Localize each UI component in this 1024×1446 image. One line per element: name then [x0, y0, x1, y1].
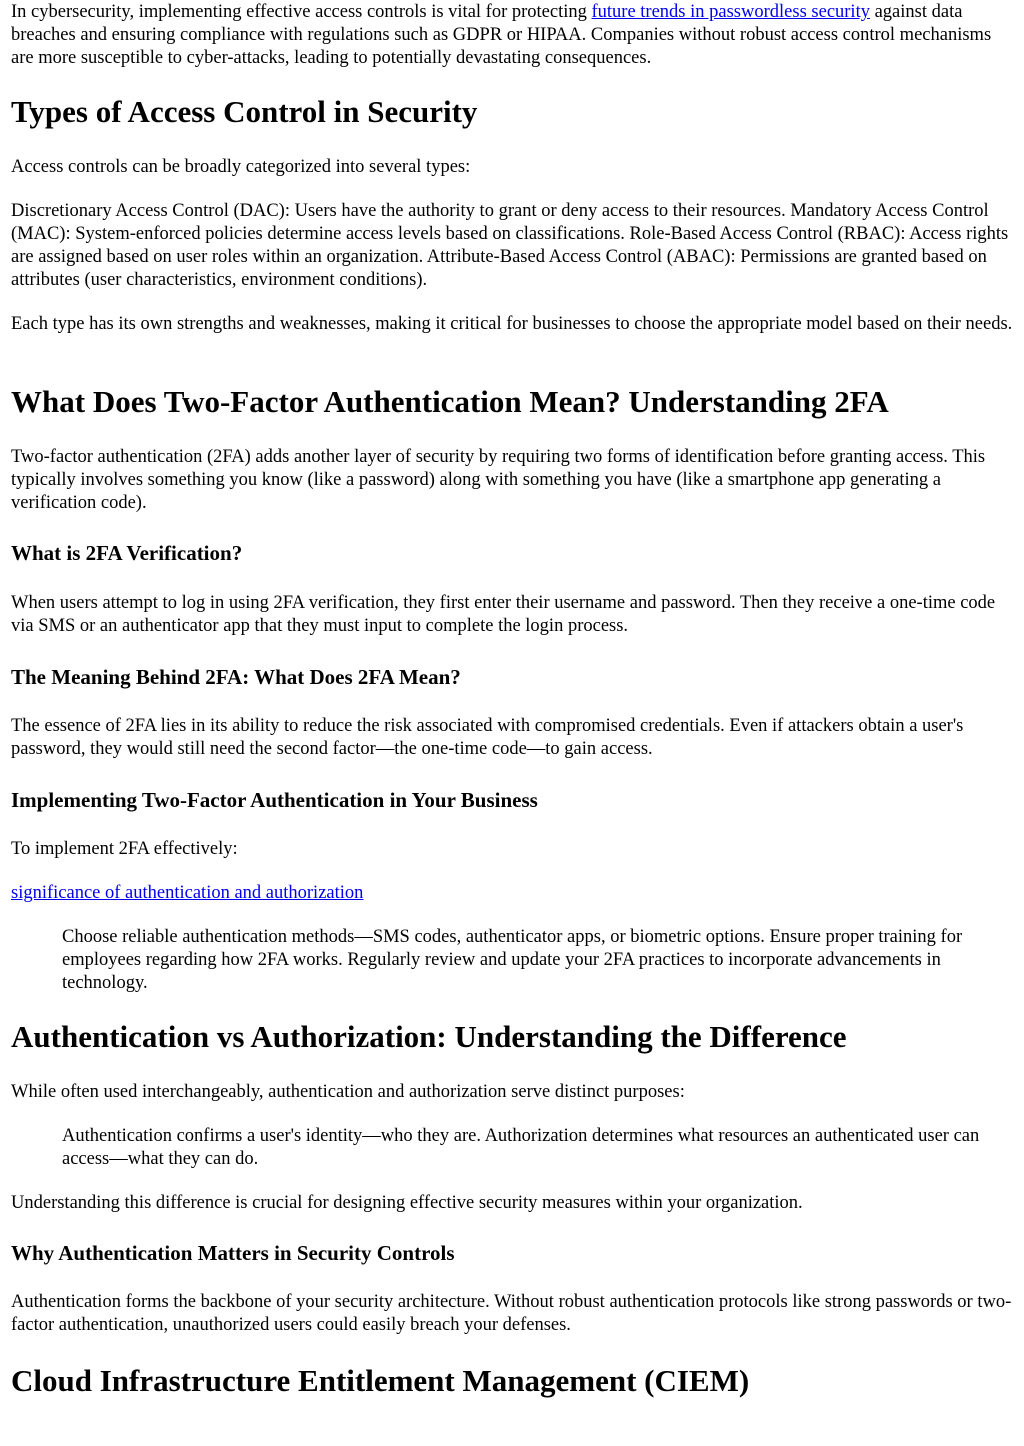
2fa-intro-paragraph: Two-factor authentication (2FA) adds another layer of security by requiring two forms of identification before granting access. This typically involves something you know (like a password) along with something you have (like a smartphone app generating a verification code). — [11, 447, 986, 513]
authentication-authorization-link[interactable]: significance of authentication and authorization — [11, 883, 364, 903]
intro-paragraph — [11, 1, 1014, 70]
heading-types-of-access-control: Types of Access Control in Security — [11, 94, 478, 129]
heading-what-is-2fa-verification: What is 2FA Verification? — [11, 541, 243, 565]
implement-2fa-blockquote: Choose reliable authentication methods—SMS codes, authenticator apps, or biometric options. Ensure proper training for employees regarding how 2FA works. Regularly review and update your 2FA practices to incorporate advancements in technology. — [62, 927, 963, 993]
authentication-matters-paragraph: Authentication forms the backbone of your security architecture. Without robust authentication protocols like strong passwords or two-factor authentication, unauthorized users could easily breach your defenses. — [11, 1292, 1012, 1335]
heading-meaning-behind-2fa: The Meaning Behind 2FA: What Does 2FA Mean? — [11, 665, 461, 689]
passwordless-security-link[interactable]: future trends in passwordless security — [591, 2, 870, 22]
access-control-types-paragraph: Discretionary Access Control (DAC): Users have the authority to grant or deny access to their resources. Mandatory Access Control (MAC): System-enforced policies determine access levels based on classifications. Role-Based Access Control (RBAC): Access rights are assigned based on user roles within an organization. Attribute-Based Access Control (ABAC): Permissions are granted based on attributes (user characteristics, environment conditions). — [11, 201, 1009, 290]
intro-text-after-link: against data breaches and ensuring compliance with regulations such as GDPR or HIPAA. Companies without robust access control mechanisms are more susceptible to cyber-attacks, leading to potentially devastating consequences. — [11, 2, 992, 68]
implement-2fa-paragraph: To implement 2FA effectively: — [11, 839, 238, 859]
heading-implementing-2fa: Implementing Two-Factor Authentication in Your Business — [11, 788, 538, 812]
2fa-verification-paragraph: When users attempt to log in using 2FA verification, they first enter their username and password. Then they receive a one-time code via SMS or an authenticator app that they must input to complete the login process. — [11, 593, 996, 636]
types-intro-paragraph: Access controls can be broadly categorized into several types: — [11, 157, 471, 177]
auth-link-paragraph — [11, 882, 1014, 905]
authvs-conclusion-paragraph: Understanding this difference is crucial for designing effective security measures within your organization. — [11, 1193, 803, 1213]
heading-ciem: Cloud Infrastructure Entitlement Management (CIEM) — [11, 1363, 750, 1398]
heading-why-authentication-matters: Why Authentication Matters in Security Controls — [11, 1241, 455, 1265]
authvs-blockquote: Authentication confirms a user's identity—who they are. Authorization determines what resources an authenticated user can access—what they can do. — [62, 1126, 980, 1169]
2fa-meaning-paragraph: The essence of 2FA lies in its ability to reduce the risk associated with compromised credentials. Even if attackers obtain a user's password, they would still need the second factor—the one-time code—to gain access. — [11, 716, 964, 759]
intro-text-before-link: In cybersecurity, implementing effective access controls is vital for protecting — [11, 2, 592, 22]
types-conclusion-paragraph: Each type has its own strengths and weaknesses, making it critical for businesses to choose the appropriate model based on their needs. — [11, 314, 1013, 334]
authvs-intro-paragraph: While often used interchangeably, authentication and authorization serve distinct purposes: — [11, 1082, 685, 1102]
heading-what-does-2fa-mean: What Does Two-Factor Authentication Mean? Understanding 2FA — [11, 384, 889, 419]
heading-authentication-vs-authorization: Authentication vs Authorization: Understanding the Difference — [11, 1019, 847, 1054]
